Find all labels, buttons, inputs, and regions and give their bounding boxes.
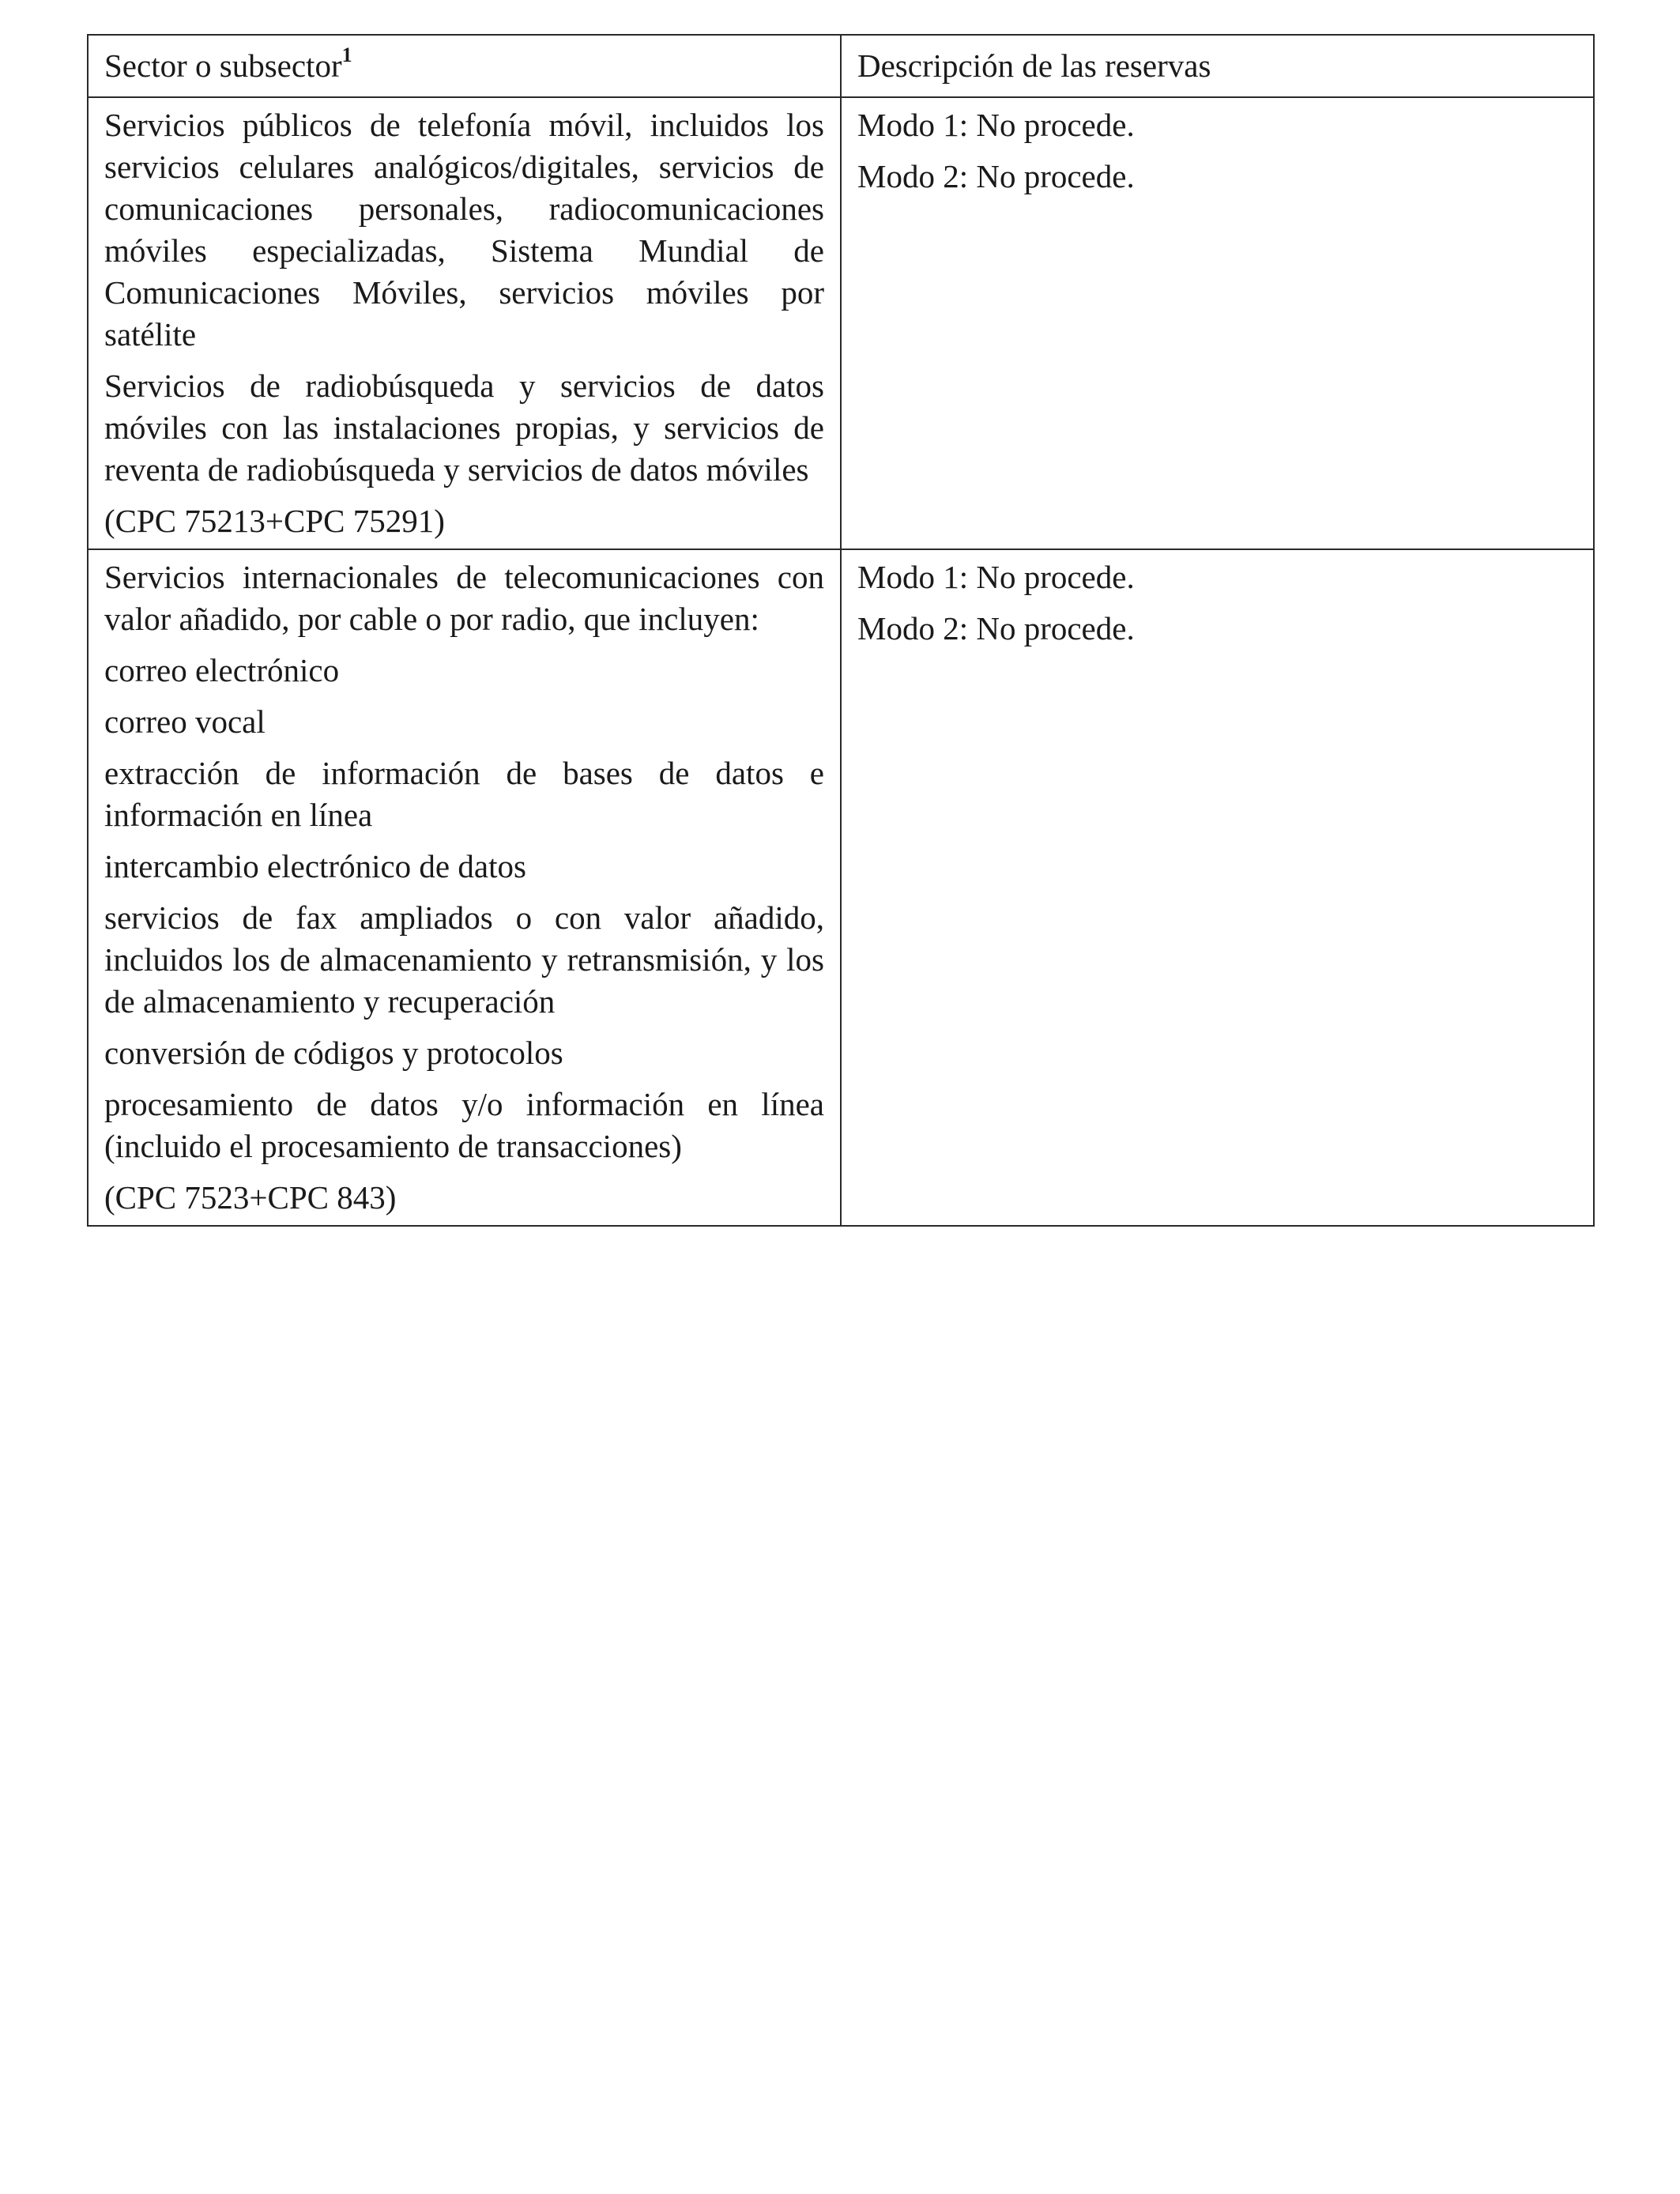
table-row [88, 549, 1594, 1226]
sector-paragraph: Servicios de radiobúsqueda y servicios de datos móviles con las instalaciones propias, y servicios de reventa de radiobúsqueda y servicios de datos móviles [104, 368, 824, 488]
service-item: conversión de códigos y protocolos [104, 1035, 563, 1071]
mode-2-reservation: Modo 2: No procede. [857, 610, 1135, 647]
cpc-code: (CPC 75213+CPC 75291) [104, 503, 445, 539]
service-item: procesamiento de datos y/o información en línea (incluido el procesamiento de transacciones) [104, 1086, 824, 1164]
header-description [841, 35, 1594, 97]
description-cell [841, 549, 1594, 1226]
mode-2-reservation: Modo 2: No procede. [857, 158, 1135, 194]
reservations-table [87, 34, 1595, 1227]
description-cell [841, 97, 1594, 549]
sector-paragraph: Servicios públicos de telefonía móvil, incluidos los servicios celulares analógicos/digitales, servicios de comunicaciones personales, radiocomunicaciones móviles especializadas, Sistema Mundial de Comunicaciones Móviles, servicios móviles por satélite [104, 107, 824, 352]
service-item: correo vocal [104, 703, 266, 740]
header-description-label: Descripción de las reservas [857, 47, 1211, 84]
mode-1-reservation: Modo 1: No procede. [857, 107, 1135, 143]
service-item: extracción de información de bases de datos e información en línea [104, 755, 824, 833]
sector-paragraph: Servicios internacionales de telecomunicaciones con valor añadido, por cable o por radio, que incluyen: [104, 559, 824, 637]
service-item: servicios de fax ampliados o con valor añadido, incluidos los de almacenamiento y retransmisión, y los de almacenamiento y recuperación [104, 899, 824, 1020]
table-row [88, 97, 1594, 549]
cpc-code: (CPC 7523+CPC 843) [104, 1179, 397, 1216]
header-sector-label: Sector o subsector [104, 47, 342, 84]
sector-cell [88, 549, 841, 1226]
footnote-marker: 1 [341, 43, 352, 67]
header-sector [88, 35, 841, 97]
mode-1-reservation: Modo 1: No procede. [857, 559, 1135, 595]
sector-cell [88, 97, 841, 549]
service-item: intercambio electrónico de datos [104, 848, 526, 884]
table-header-row [88, 35, 1594, 97]
service-item: correo electrónico [104, 652, 340, 688]
